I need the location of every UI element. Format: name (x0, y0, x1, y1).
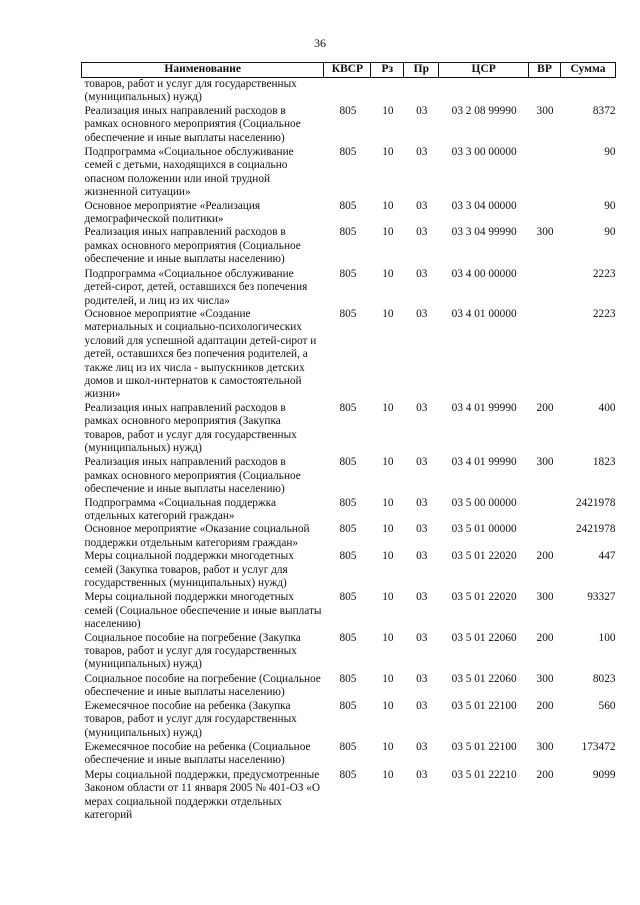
table-row (82, 402, 616, 456)
cell-pr: 03 (416, 591, 428, 604)
cell-kvsr (324, 78, 371, 105)
cell-name: Ежемесячное пособие на ребенка (Закупка товаров, работ и услуг для государственных (муниципальных) нужд) (84, 699, 297, 739)
cell-kvsr: 805 (339, 401, 357, 414)
cell-rz: 10 (382, 768, 394, 781)
cell-csr: 03 4 01 00000 (451, 307, 517, 320)
cell-kvsr: 805 (339, 740, 357, 753)
cell-sum: 400 (598, 401, 616, 414)
cell-csr: 03 3 04 00000 (451, 199, 517, 212)
cell-pr: 03 (416, 199, 428, 212)
cell-name: Реализация иных направлений расходов в рамках основного мероприятия (Социальное обеспечение и иные выплаты населению) (84, 226, 301, 266)
cell-name: Подпрограмма «Социальная поддержка отдельных категорий граждан» (84, 496, 276, 522)
cell-pr: 03 (416, 496, 428, 509)
cell-sum: 93327 (587, 591, 616, 604)
cell-pr: 03 (416, 523, 428, 536)
cell-sum: 173472 (581, 740, 616, 753)
cell-vr: 200 (536, 550, 554, 563)
cell-name: Подпрограмма «Социальное обслуживание семей с детьми, находящихся в социально опасном положении или иной трудной жизненной ситуации» (84, 146, 294, 199)
table-header-row (82, 63, 616, 78)
cell-sum: 2223 (592, 307, 616, 320)
cell-csr: 03 3 00 00000 (451, 146, 517, 159)
cell-kvsr: 805 (339, 104, 357, 117)
cell-sum: 9099 (592, 768, 616, 781)
cell-rz: 10 (382, 631, 394, 644)
cell-vr: 200 (536, 699, 554, 712)
table-row (82, 200, 616, 227)
cell-pr: 03 (416, 768, 428, 781)
cell-name: Реализация иных направлений расходов в рамках основного мероприятия (Социальное обеспечение и иные выплаты населению) (84, 104, 301, 144)
header-sum: Сумма (561, 63, 616, 78)
cell-kvsr: 805 (339, 523, 357, 536)
cell-kvsr: 805 (339, 146, 357, 159)
cell-csr: 03 4 01 99990 (451, 456, 517, 469)
cell-csr: 03 4 01 99990 (451, 401, 517, 414)
cell-rz: 10 (382, 496, 394, 509)
cell-vr: 300 (536, 104, 554, 117)
cell-name: Реализация иных направлений расходов в рамках основного мероприятия (Закупка товаров, работ и услуг для государственных (муниципальных) нужд) (84, 401, 297, 454)
header-name: Наименование (82, 63, 324, 78)
cell-csr: 03 4 00 00000 (451, 267, 517, 280)
table-row (82, 590, 616, 631)
table-row (82, 78, 616, 105)
cell-sum: 90 (604, 199, 616, 212)
cell-name: Реализация иных направлений расходов в рамках основного мероприятия (Социальное обеспечение и иные выплаты населению) (84, 456, 301, 496)
cell-pr: 03 (416, 740, 428, 753)
cell-pr: 03 (416, 307, 428, 320)
table-row (82, 700, 616, 740)
cell-pr: 03 (416, 267, 428, 280)
cell-rz: 10 (382, 226, 394, 239)
cell-vr (529, 523, 561, 550)
cell-vr (529, 497, 561, 524)
table-row (82, 740, 616, 768)
cell-sum: 2421978 (575, 523, 616, 536)
table-row (82, 768, 616, 823)
page-number: 36 (314, 36, 326, 50)
cell-kvsr: 805 (339, 699, 357, 712)
table-row (82, 523, 616, 550)
cell-kvsr: 805 (339, 456, 357, 469)
cell-sum: 2223 (592, 267, 616, 280)
cell-name: Меры социальной поддержки многодетных семей (Закупка товаров, работ и услуг для государственных (муниципальных) нужд) (84, 550, 294, 590)
cell-sum: 90 (604, 146, 616, 159)
cell-name: Основное мероприятие «Реализация демографической политики» (84, 199, 261, 226)
cell-pr: 03 (416, 226, 428, 239)
cell-vr (529, 267, 561, 308)
table-row (82, 455, 616, 496)
cell-vr: 300 (536, 226, 554, 239)
cell-pr (404, 78, 439, 105)
cell-name: Подпрограмма «Социальное обслуживание детей-сирот, детей, оставшихся без попечения родителей, и лиц из их числа» (84, 267, 308, 307)
cell-vr (529, 200, 561, 227)
cell-sum: 8372 (592, 104, 616, 117)
cell-sum: 560 (598, 699, 616, 712)
cell-sum: 100 (598, 631, 616, 644)
table-row (82, 145, 616, 200)
cell-rz: 10 (382, 199, 394, 212)
cell-csr: 03 5 01 22060 (451, 672, 517, 685)
cell-vr: 300 (536, 456, 554, 469)
cell-sum: 8023 (592, 672, 616, 685)
cell-pr: 03 (416, 631, 428, 644)
cell-csr (439, 78, 529, 105)
header-vr: ВР (529, 63, 561, 78)
cell-kvsr: 805 (339, 307, 357, 320)
cell-pr: 03 (416, 456, 428, 469)
table-row (82, 308, 616, 402)
cell-rz: 10 (382, 146, 394, 159)
cell-sum: 2421978 (575, 496, 616, 509)
cell-name: товаров, работ и услуг для государственных (муниципальных) нужд) (84, 78, 297, 104)
cell-pr: 03 (416, 104, 428, 117)
cell-sum: 447 (598, 550, 616, 563)
cell-pr: 03 (416, 550, 428, 563)
header-rz: Рз (371, 63, 404, 78)
header-csr: ЦСР (439, 63, 529, 78)
cell-name: Меры социальной поддержки многодетных семей (Социальное обеспечение и иные выплаты населению) (84, 591, 322, 631)
cell-rz: 10 (382, 456, 394, 469)
cell-rz: 10 (382, 104, 394, 117)
cell-rz: 10 (382, 699, 394, 712)
cell-rz: 10 (382, 672, 394, 685)
cell-kvsr: 805 (339, 199, 357, 212)
header-pr: Пр (404, 63, 439, 78)
cell-csr: 03 5 01 22100 (451, 740, 517, 753)
cell-name: Ежемесячное пособие на ребенка (Социальное обеспечение и иные выплаты населению) (84, 740, 311, 767)
cell-pr: 03 (416, 699, 428, 712)
header-kvsr: КВСР (324, 63, 371, 78)
cell-kvsr: 805 (339, 591, 357, 604)
cell-vr: 200 (536, 631, 554, 644)
cell-csr: 03 5 01 22100 (451, 699, 517, 712)
cell-rz: 10 (382, 740, 394, 753)
cell-vr: 200 (536, 401, 554, 414)
cell-sum: 90 (604, 226, 616, 239)
cell-vr: 200 (536, 768, 554, 781)
cell-kvsr: 805 (339, 550, 357, 563)
cell-name: Социальное пособие на погребение (Закупка товаров, работ и услуг для государственных (муниципальных) нужд) (84, 631, 301, 671)
cell-rz: 10 (382, 550, 394, 563)
table-row (82, 105, 616, 145)
cell-name: Социальное пособие на погребение (Социальное обеспечение и иные выплаты населению) (84, 672, 321, 699)
cell-rz: 10 (382, 401, 394, 414)
cell-csr: 03 5 01 22210 (451, 768, 517, 781)
cell-csr: 03 2 08 99990 (451, 104, 517, 117)
cell-vr (529, 308, 561, 402)
table-row (82, 226, 616, 266)
cell-kvsr: 805 (339, 768, 357, 781)
cell-csr: 03 5 00 00000 (451, 496, 517, 509)
cell-rz (371, 78, 404, 105)
table-row (82, 672, 616, 700)
cell-rz: 10 (382, 307, 394, 320)
cell-vr: 300 (536, 672, 554, 685)
cell-kvsr: 805 (339, 631, 357, 644)
cell-kvsr: 805 (339, 267, 357, 280)
cell-pr: 03 (416, 146, 428, 159)
cell-vr (529, 145, 561, 200)
cell-vr: 300 (536, 591, 554, 604)
table-row (82, 550, 616, 590)
cell-kvsr: 805 (339, 496, 357, 509)
cell-rz: 10 (382, 591, 394, 604)
cell-vr: 300 (536, 740, 554, 753)
cell-sum (561, 78, 616, 105)
table-row (82, 267, 616, 308)
cell-name: Основное мероприятие «Оказание социальной поддержки отдельным категориям граждан» (84, 523, 310, 549)
cell-csr: 03 3 04 99990 (451, 226, 517, 239)
table-body (82, 78, 616, 823)
cell-vr (529, 78, 561, 105)
cell-csr: 03 5 01 22020 (451, 591, 517, 604)
cell-rz: 10 (382, 523, 394, 536)
cell-pr: 03 (416, 672, 428, 685)
cell-kvsr: 805 (339, 226, 357, 239)
table-row (82, 632, 616, 672)
cell-kvsr: 805 (339, 672, 357, 685)
budget-table (81, 62, 616, 822)
cell-csr: 03 5 01 22020 (451, 550, 517, 563)
cell-pr: 03 (416, 401, 428, 414)
cell-csr: 03 5 01 22060 (451, 631, 517, 644)
cell-name: Меры социальной поддержки, предусмотренные Законом области от 11 января 2005 № 401-ОЗ «О мерах социальной поддержки отдельных категорий (84, 768, 321, 821)
cell-sum: 1823 (592, 456, 616, 469)
cell-name: Основное мероприятие «Создание материальных и социально-психологических условий для успешной адаптации детей-сирот и детей, оставшихся без попечения родителей, а также лиц из их числа - выпускников детских домов и школ-интернатов к самостоятельной жизни» (84, 307, 317, 401)
table-row (82, 497, 616, 524)
cell-csr: 03 5 01 00000 (451, 523, 517, 536)
cell-rz: 10 (382, 267, 394, 280)
